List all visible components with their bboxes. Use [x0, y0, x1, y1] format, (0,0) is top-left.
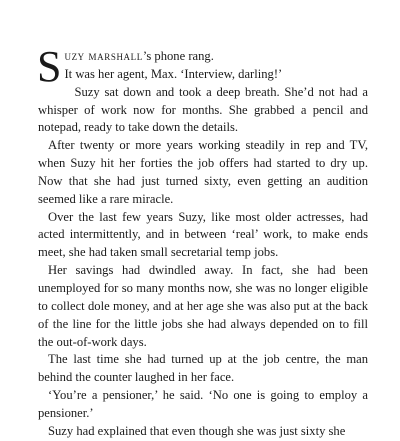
paragraph-6: ‘You’re a pensioner,’ he said. ‘No one is going to employ a pensioner.’ [38, 388, 368, 420]
paragraph-5: The last time she had turned up at the job centre, the man behind the counter laughed in her face. [38, 352, 368, 385]
paragraph-1: Suzy sat down and took a deep breath. She’d not had a whisper of work now for months. She grabbed a pencil and notepad, ready to take down the details. [38, 84, 368, 135]
character-name-caps: uzy marshall [64, 49, 143, 63]
opening-line-two: It was her agent, Max. ‘Interview, darling!’ [64, 66, 283, 81]
paragraph-7: Suzy had explained that even though she was just sixty she [48, 423, 346, 438]
opening-line-rest: ’s phone rang. [142, 49, 214, 63]
paragraph-3: Over the last few years Suzy, like most older actresses, had acted intermittently, and in between ‘real’ work, to make ends meet, she had taken small secretarial temp jobs. [38, 209, 368, 260]
drop-cap: S [37, 42, 62, 91]
body-text [37, 42, 368, 441]
opening-paragraph [37, 42, 368, 91]
paragraph-2: After twenty or more years working steadily in rep and TV, when Suzy hit her forties the job offers had started to dry up. Now that she had just turned sixty, even getting an audition seemed like a rare miracle. [38, 138, 368, 206]
paragraph-4: Her savings had dwindled away. In fact, she had been unemployed for so many months now, she was no longer eligible to collect dole money, and at her age she was also put at the back of the line for the little jobs she had always depended on to fill the out-of-work days. [38, 263, 368, 349]
